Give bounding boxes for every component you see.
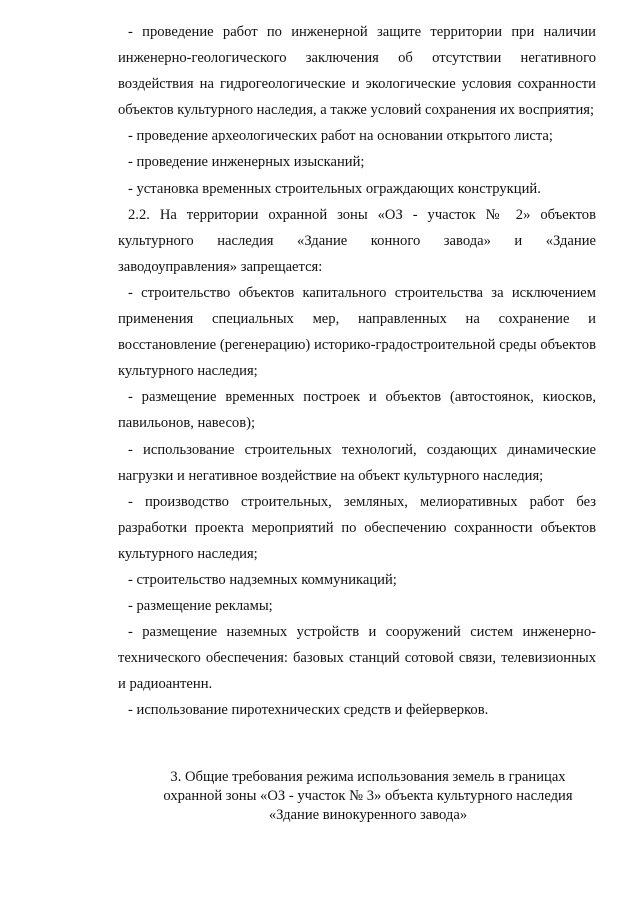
paragraph-ground-devices: - размещение наземных устройств и сооружений систем инженерно-технического обеспечения: базовых станций сотовой связи, телевизионных и радиоантенн. [118,624,596,693]
paragraph-earthworks: - производство строительных, земляных, мелиоративных работ без разработки проекта мероприятий по обеспечению сохранности объектов культурного наследия; [118,493,596,562]
document-body [118,19,596,724]
paragraph-section-2-2: 2.2. На территории охранной зоны «ОЗ - участок № 2» объектов культурного наследия «Здание конного завода» и «Здание заводоуправления» запрещается: [118,206,596,275]
section-heading-line-1: 3. Общие требования режима использования земель в границах [170,769,566,785]
section-3-heading [118,768,618,825]
paragraph-construction-technologies: - использование строительных технологий, создающих динамические нагрузки и негативное воздействие на объект культурного наследия; [118,441,596,484]
paragraph-capital-construction: - строительство объектов капитального строительства за исключением применения специальных мер, направленных на сохранение и восстановление (регенерацию) историко-градостроительной среды объектов культурного наследия; [118,284,596,380]
section-heading-line-3: «Здание винокуренного завода» [268,807,468,823]
paragraph-engineering-surveys: - проведение инженерных изысканий; [128,154,365,171]
paragraph-advertising: - размещение рекламы; [128,598,273,615]
paragraph-temporary-fencing: - установка временных строительных ограждающих конструкций. [128,180,541,197]
section-heading-line-2: охранной зоны «ОЗ - участок № 3» объекта культурного наследия [163,788,573,804]
paragraph-temporary-buildings: - размещение временных построек и объектов (автостоянок, киосков, павильонов, навесов); [118,389,596,432]
paragraph-pyrotechnics: - использование пиротехнических средств и фейерверков. [128,702,489,719]
paragraph-engineering-protection: - проведение работ по инженерной защите территории при наличии инженерно-геологического заключения об отсутствии негативного воздействия на гидрогеологические и экологические условия сохранности объектов культурного наследия, а также условий сохранения их восприятия; [118,24,596,119]
paragraph-overhead-communications: - строительство надземных коммуникаций; [128,571,397,588]
paragraph-archaeological-works: - проведение археологических работ на основании открытого листа; [128,128,553,145]
